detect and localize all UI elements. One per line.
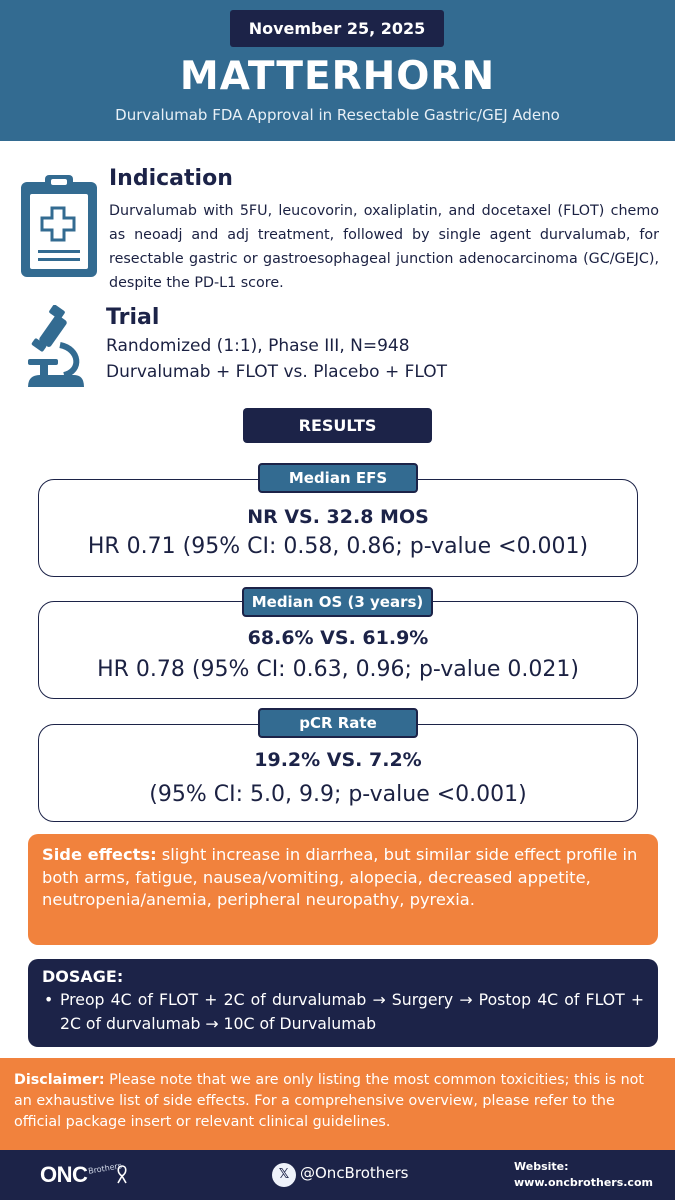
trial-arms-text: Durvalumab + FLOT vs. Placebo + FLOT bbox=[106, 362, 448, 382]
page-title: MATTERHORN bbox=[179, 54, 496, 99]
x-social-icon[interactable]: 𝕏 bbox=[272, 1163, 296, 1187]
efs-main-value: NR VS. 32.8 MOS bbox=[247, 506, 429, 528]
disclaimer-text: Please note that we are only listing the most common toxicities; this is not an exhaustive list of side effects. For a comprehensive overview, please refer to the official package insert or relevant clinical guidelines. bbox=[14, 1072, 644, 1130]
pcr-detail: (95% CI: 5.0, 9.9; p-value <0.001) bbox=[149, 782, 527, 807]
side-effects-box bbox=[28, 834, 658, 945]
pcr-main-value: 19.2% VS. 7.2% bbox=[254, 749, 422, 771]
microscope-icon bbox=[24, 305, 86, 391]
footer-bar bbox=[0, 1150, 675, 1200]
dosage-item: • Preop 4C of FLOT + 2C of durvalumab → Surgery → Postop 4C of FLOT + 2C of durvalumab → 10C of Durvalumab bbox=[42, 988, 644, 1036]
efs-result-box bbox=[38, 479, 638, 577]
efs-detail: HR 0.71 (95% CI: 0.58, 0.86; p-value <0.001) bbox=[87, 534, 589, 559]
os-main-value: 68.6% VS. 61.9% bbox=[247, 627, 429, 649]
social-handle-link[interactable]: @OncBrothers bbox=[300, 1164, 409, 1182]
disclaimer-box bbox=[0, 1058, 675, 1150]
indication-heading: Indication bbox=[109, 166, 233, 191]
date-badge: November 25, 2025 bbox=[230, 10, 444, 47]
clipboard-medical-icon bbox=[18, 172, 100, 284]
dosage-box bbox=[28, 959, 658, 1047]
disclaimer-label: Disclaimer: bbox=[14, 1072, 105, 1088]
ribbon-icon bbox=[116, 1164, 128, 1188]
dosage-heading: DOSAGE: bbox=[42, 967, 124, 986]
trial-heading: Trial bbox=[106, 305, 160, 330]
page-subtitle: Durvalumab FDA Approval in Resectable Gastric/GEJ Adeno bbox=[115, 106, 560, 124]
os-detail: HR 0.78 (95% CI: 0.63, 0.96; p-value 0.021) bbox=[97, 657, 579, 682]
trial-design-text: Randomized (1:1), Phase III, N=948 bbox=[106, 336, 410, 356]
brand-logo: ONC bbox=[40, 1162, 88, 1187]
efs-label: Median EFS bbox=[258, 463, 418, 493]
website-label: Website: bbox=[514, 1160, 569, 1173]
side-effects-text: slight increase in diarrhea, but similar side effect profile in both arms, fatigue, nausea/vomiting, alopecia, decreased appetite, neutropenia/anemia, peripheral neuropathy, pyrexia. bbox=[42, 845, 638, 909]
pcr-result-box bbox=[38, 724, 638, 822]
website-link[interactable]: www.oncbrothers.com bbox=[514, 1176, 653, 1189]
indication-text: Durvalumab with 5FU, leucovorin, oxaliplatin, and docetaxel (FLOT) chemo as neoadj and adj treatment, followed by single agent durvalumab, for resectable gastric or gastroesophageal junction adenocarcinoma (GC/GEJC), despite the PD-L1 score. bbox=[109, 203, 659, 291]
results-heading: RESULTS bbox=[243, 408, 432, 443]
header-banner bbox=[0, 0, 675, 141]
brand-logo-subtext: Brothers bbox=[87, 1161, 123, 1176]
pcr-label: pCR Rate bbox=[258, 708, 418, 738]
os-label: Median OS (3 years) bbox=[242, 587, 433, 617]
side-effects-label: Side effects: bbox=[42, 845, 157, 864]
